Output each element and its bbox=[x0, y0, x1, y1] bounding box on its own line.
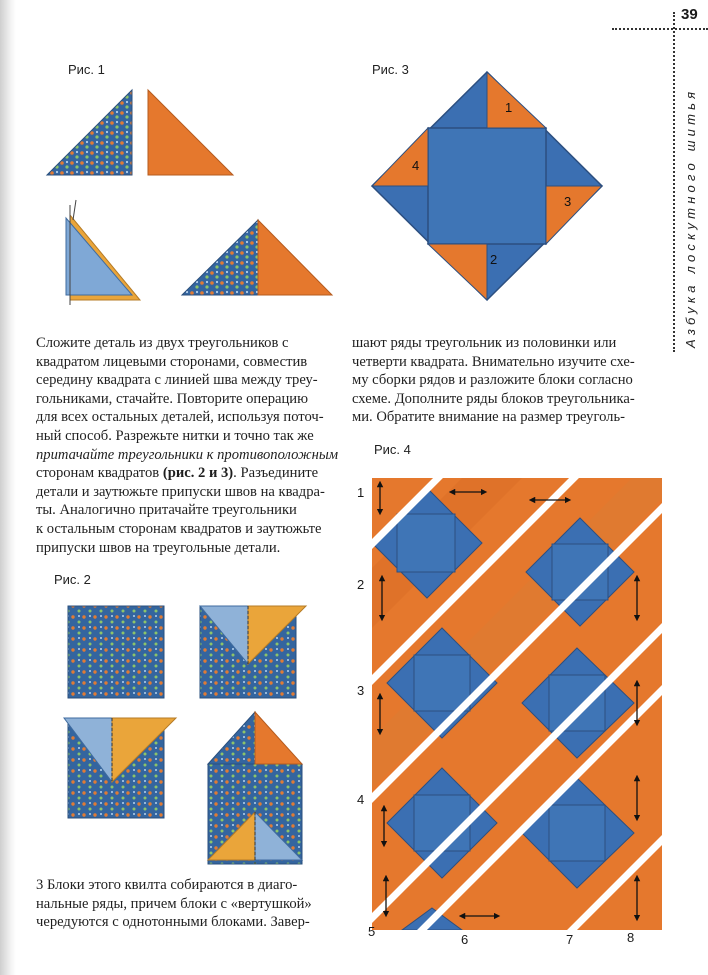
fig4-label: Рис. 4 bbox=[374, 442, 411, 457]
running-title: Азбука лоскутного шитья bbox=[683, 87, 698, 348]
page-gutter-shadow bbox=[0, 0, 16, 975]
fig2-square-1 bbox=[68, 606, 164, 698]
fig3-triangle-4 bbox=[372, 128, 428, 186]
text-line: гольниками, стачайте. Повторите операцию bbox=[36, 390, 309, 407]
fig4-quilt-diagram bbox=[372, 478, 662, 930]
italic-line: притачайте треугольники к противоположным bbox=[36, 446, 339, 463]
figure-ref-line bbox=[36, 464, 338, 483]
fig4-column-number: 8 bbox=[627, 930, 635, 945]
fig1-orange-triangle bbox=[148, 90, 233, 175]
right-paragraph bbox=[352, 334, 635, 427]
fig4-row-number: 2 bbox=[357, 577, 365, 592]
fig1-illustration bbox=[40, 80, 340, 305]
text-line: припуски швов на треугольные детали. bbox=[36, 539, 281, 556]
text-fragment: сторонам квадратов bbox=[36, 465, 163, 482]
fig3-num-1: 1 bbox=[505, 100, 513, 115]
text-line: ми. Обратите внимание на размер треуголь- bbox=[352, 409, 625, 426]
text-line: ный способ. Разрежьте нитки и точно так же bbox=[36, 427, 314, 444]
text-line: шают ряды треугольник из половинки или bbox=[352, 335, 617, 351]
text-line: для всех остальных деталей, используя поточ- bbox=[36, 409, 324, 426]
bold-figure-ref: (рис. 2 и 3) bbox=[162, 465, 234, 482]
step3-paragraph bbox=[36, 876, 312, 932]
margin-dotted-rule bbox=[673, 12, 675, 352]
text-line: чередуются с однотонными блоками. Завер- bbox=[36, 914, 310, 931]
text-line: квадратом лицевыми сторонами, совместив bbox=[36, 353, 308, 370]
text-line: 3 Блоки этого квилта собираются в диаго- bbox=[36, 877, 298, 893]
text-line: середину квадрата с линией шва между треу- bbox=[36, 372, 318, 389]
fig4-row-number: 4 bbox=[357, 792, 365, 807]
text-line: детали и заутюжьте припуски швов на квадра- bbox=[36, 483, 325, 500]
fig3-num-3: 3 bbox=[564, 194, 572, 209]
fig3-triangle-1 bbox=[487, 72, 546, 128]
text-line: к остальным сторонам квадратов и заутюжьте bbox=[36, 520, 322, 537]
fig4-column-number: 6 bbox=[461, 932, 469, 947]
fig4-row-number: 5 bbox=[368, 924, 376, 939]
fig3-diagram bbox=[370, 72, 604, 304]
text-line: схеме. Дополните ряды блоков треугольника- bbox=[352, 390, 635, 407]
fig2-illustration bbox=[60, 592, 320, 872]
text-fragment: . Разъедините bbox=[233, 465, 319, 482]
header-dotted-rule bbox=[612, 28, 708, 30]
fig3-triangle-3 bbox=[546, 186, 602, 244]
fig3-label: Рис. 3 bbox=[372, 62, 409, 77]
fig3-num-2: 2 bbox=[490, 252, 498, 267]
fig1-sewn-orange bbox=[258, 220, 332, 295]
fig1-label: Рис. 1 bbox=[68, 62, 105, 77]
text-line: нальные ряды, причем блоки с «вертушкой» bbox=[36, 895, 312, 912]
text-line: му сборки рядов и разложите блоки согласно bbox=[352, 372, 633, 389]
fig1-sewn-dotted bbox=[182, 220, 258, 295]
fig2-label: Рис. 2 bbox=[54, 572, 91, 587]
page-number: 39 bbox=[681, 6, 698, 23]
fig4-row-number: 3 bbox=[357, 683, 365, 698]
fig4-row-number: 1 bbox=[357, 485, 365, 500]
fig3-num-4: 4 bbox=[412, 158, 420, 173]
left-paragraph bbox=[36, 334, 338, 557]
text-line: четверти квадрата. Внимательно изучите схе- bbox=[352, 353, 635, 370]
fig1-dotted-triangle bbox=[47, 90, 132, 175]
fig1-folded-blue bbox=[66, 218, 132, 295]
text-line: Сложите деталь из двух треугольников с bbox=[36, 335, 289, 351]
fig3-triangle-2 bbox=[428, 244, 487, 300]
text-line: ты. Аналогично притачайте треугольники bbox=[36, 502, 297, 519]
fig4-column-number: 7 bbox=[566, 932, 574, 947]
